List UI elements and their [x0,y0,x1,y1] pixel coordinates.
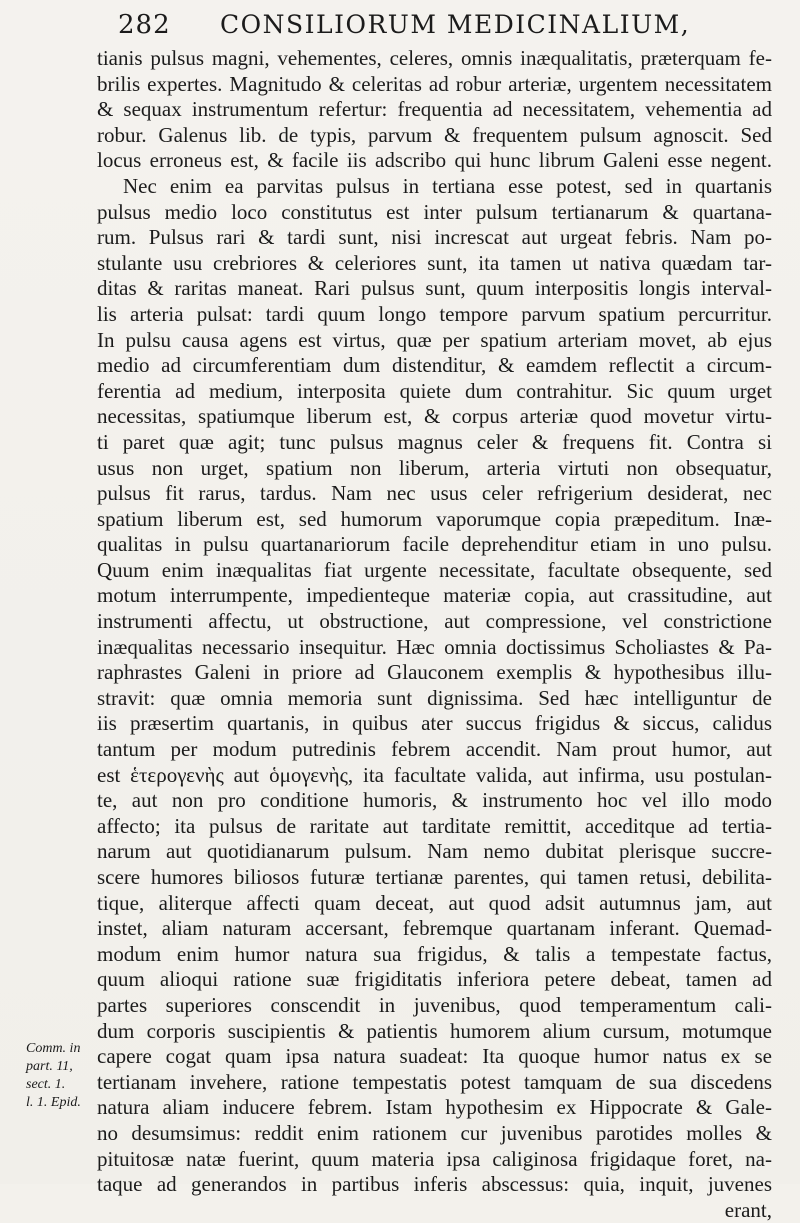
running-title: CONSILIORUM MEDICINALIUM, [220,10,691,39]
text-line: ti paret quæ agit; tunc pulsus magnus celer & frequens fit. Contra si [97,429,772,454]
body-text [97,46,772,1223]
text-line: necessitas, spatiumque liberum est, & corpus arteriæ quod movetur virtu- [97,404,772,429]
text-line: lis arteria pulsat: tardi quum longo tempore parvum spatium percurritur. [97,301,772,326]
margin-note-line: Comm. in [26,1041,81,1056]
text-line: instrumenti affectu, ut obstructione, aut compressione, vel constrictione [97,609,772,634]
text-line: rum. Pulsus rari & tardi sunt, nisi increscat aut urgeat febris. Nam po- [97,225,772,250]
text-line: motum interrumpente, impedienteque materiæ copia, aut crassitudine, aut [97,583,772,608]
text-line: usus non urget, spatium non liberum, arteria virtuti non obsequatur, [97,455,772,480]
text-line: te, aut non pro conditione humoris, & instrumento hoc vel illo modo [97,788,772,813]
text-line: affecto; ita pulsus de raritate aut tarditate remittit, acceditque ad tertia- [97,813,772,838]
page-header [118,6,798,46]
text-line: tique, aliterque affecti quam deceat, aut quod adsit autumnus jam, aut [97,890,772,915]
text-line: ferentia ad medium, interposita quiete dum contrahitur. Sic quum urget [97,378,772,403]
text-line: scere humores biliosos futuræ tertianæ parentes, qui tamen retusi, debilita- [97,865,772,889]
text-line: pulsus medio loco constitutus est inter pulsum tertianarum & quartana- [97,199,772,224]
catchword: erant, [724,1197,772,1222]
margin-note-line: l. 1. Epid. [26,1095,81,1110]
text-line: Quum enim inæqualitas fiat urgente necessitate, facultate obsequente, sed [97,557,772,582]
text-line: taque ad generandos in partibus inferis abscessus: quia, inquit, juvenes [97,1172,772,1197]
text-line: narum aut quotidianarum pulsum. Nam nemo dubitat plerisque succre- [97,839,772,864]
margin-note-line: part. 11, [26,1059,73,1074]
margin-notes [26,1040,106,1112]
text-line: tianis pulsus magni, vehementes, celeres, omnis inæqualitatis, præterquam fe- [97,46,772,70]
text-line: Nec enim ea parvitas pulsus in tertiana esse potest, sed in quartanis [123,173,772,198]
text-line: robur. Galenus lib. de typis, parvum & frequentem pulsum agnoscit. Sed [97,122,772,147]
text-line: pituitosæ natæ fuerint, quum materia ipsa caliginosa frigidaque foret, na- [97,1146,772,1171]
text-line: raphrastes Galeni in priore ad Glauconem exemplis & hypothesibus illu- [97,660,772,685]
text-line: stulante usu crebriores & celeriores sunt, ita tamen ut nativa quædam tar- [97,250,772,275]
text-line: inæqualitas necessario insequitur. Hæc omnia doctissimus Scholiastes & Pa- [97,634,772,659]
text-line: partes superiores conscendit in juvenibus, quod temperamentum cali- [97,992,772,1017]
text-line: tertianam invehere, ratione tempestatis potest tamquam de sua discedens [97,1069,772,1094]
text-line: spatium liberum est, sed humorum vaporumque copia præpeditum. Inæ- [97,506,772,531]
text-line: capere cogat quam ipsa natura suadeat: Ita quoque humor natus ex se [97,1044,772,1069]
margin-note-line: sect. 1. [26,1077,66,1092]
page-number: 282 [118,10,171,40]
text-line: medio ad circumferentiam dum distenditur, & eamdem reflectit a circum- [97,353,772,378]
text-line: modum enim humor natura sua frigidus, & talis a tempestate factus, [97,941,772,966]
text-line: no desumsimus: reddit enim rationem cur juvenibus parotides molles & [97,1120,772,1145]
text-line: quum alioqui ratione suæ frigiditatis inferiora petere debeat, tamen ad [97,967,772,992]
text-line: est ἑτερογενὴς aut ὁμογενὴς, ita facultate valida, aut infirma, usu postulan- [97,762,772,787]
text-line: pulsus fit rarus, tardus. Nam nec usus celer refrigerium desiderat, nec [97,481,772,506]
text-line: locus erroneus est, & facile iis adscribo qui hunc librum Galeni esse negent. [97,148,772,173]
text-line: natura aliam inducere febrem. Istam hypothesim ex Hippocrate & Gale- [97,1095,772,1120]
text-line: brilis expertes. Magnitudo & celeritas ad robur arteriæ, urgentem necessitatem [97,71,772,96]
text-line: In pulsu causa agens est virtus, quæ per spatium arteriam movet, ab ejus [97,327,772,352]
text-line: tantum per modum putredinis febrem accendit. Nam prout humor, aut [97,737,772,762]
text-line: instet, aliam naturam accersant, febremque quartanam inferant. Quemad- [97,916,772,941]
text-line: iis præsertim quartanis, in quibus ater succus frigidus & siccus, calidus [97,711,772,736]
text-line: ditas & raritas maneat. Rari pulsus sunt, quum interpositis longis interval- [97,276,772,301]
text-line: qualitas in pulsu quartanariorum facile deprehenditur etiam in uno pulsu. [97,532,772,557]
text-line: dum corporis suscipientis & patientis humorem alium cursum, motumque [97,1018,772,1043]
text-line: stravit: quæ omnia memoria sunt dignissima. Sed hæc intelliguntur de [97,685,772,710]
text-line: & sequax instrumentum refertur: frequentia ad necessitatem, vehementia ad [97,97,772,122]
